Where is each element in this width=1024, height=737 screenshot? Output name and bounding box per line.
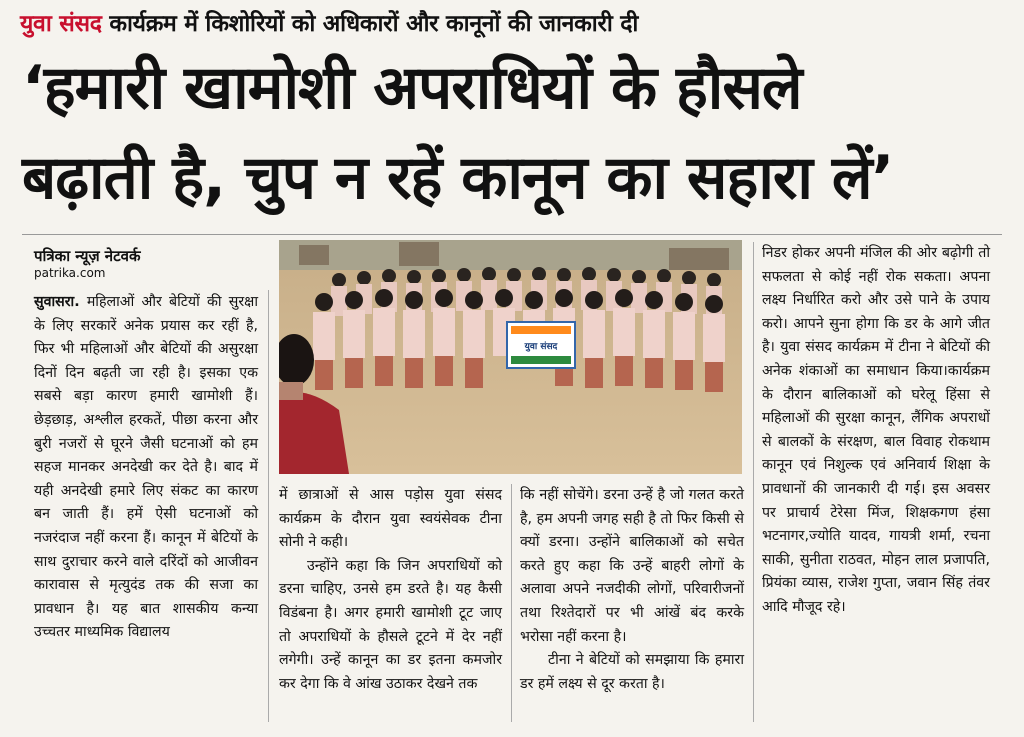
news-photo (279, 240, 742, 474)
column-rule (753, 242, 754, 722)
kicker-text: कार्यक्रम में किशोरियों को अधिकारों और कानूनों की जानकारी दी (109, 11, 639, 37)
byline-site: patrika.com (34, 266, 106, 280)
article-column-2 (279, 484, 502, 696)
column-4-text: निडर होकर अपनी मंजिल की ओर बढ़ोगी तो सफलता से कोई नहीं रोक सकता। अपना लक्ष्य निर्धारित करो और उसे पाने के उपाय करो। आपने सुना होगा कि डर के आगे जीत है। युवा संसद कार्यक्रम में टीना ने बेटियों की अनेक शंकाओं का समाधान किया।कार्यक्रम के दौरान बालिकाओं को घरेलू हिंसा से महिलाओं की सुरक्षा कानून, लैंगिक अपराधों से बालकों के संरक्षण, बाल विवाह रोकथाम कानून एवं निशुल्क एवं अनिवार्य शिक्षा के प्रावधानों की जानकारी दी गई। इस अवसर पर प्राचार्य टेरेसा मिंज, शिक्षकगण हंसा भटनागर,ज्योति यादव, गायत्री शर्मा, रचना साकी, सुनीता राठवत, मोहन लाल प्रजापति, प्रियंका व्यास, राजेश गुप्ता, जवान सिंह तंवर आदि मौजूद रहे। (762, 245, 990, 615)
column-2-paragraph-2: उन्होंने कहा कि जिन अपराधियों को डरना चाहिए, उनसे हम डरते है। यह कैसी विडंबना है। अगर हमारी खामोशी टूट जाए तो अपराधियों के हौसले टूटने में देर नहीं लगेगी। उन्हें कानून का डर इतना कमजोर कर देगा कि वे आंख उठाकर देखने तक (279, 557, 502, 692)
column-rule (511, 484, 512, 722)
article-column-3 (520, 484, 744, 696)
headline-line-1: ‘हमारी खामोशी अपराधियों के हौसले (22, 53, 802, 123)
kicker (20, 6, 638, 38)
column-1-text: महिलाओं और बेटियों की सुरक्षा के लिए सरकारें अनेक प्रयास कर रहीं है, फिर भी महिलाओं और बेटियों की असुरक्षा दिनों दिन बढ़ती जा रही है। इसका एक सबसे बड़ा कारण हमारी खामोशी हैं। छेड़छाड़, अश्लील हरकतें, पीछा करना और बुरी नजरों से घूरने जैसी घटनाओं को हम सहज मानकर अनदेखी कर देते है। बाद में यही अनदेखी हमारे लिए संकट का कारण बन जाती हैं। हमें ऐसी घटनाओं को नजरंदाज नहीं करना हैं। कानून में बेटियों के साथ दुराचार करने वाले दरिंदों को आजीवन कारावास से मृत्युदंड तक की सजा का प्रावधान है। यह बात शासकीय कन्या उच्चतर माध्यमिक विद्यालय (34, 294, 258, 641)
banner-text: युवा संसद (524, 342, 558, 352)
column-3-paragraph-1: कि नहीं सोचेंगे। डरना उन्हें है जो गलत करते है, हम अपनी जगह सही है तो फिर किसी से क्यों डरना। उन्होंने बालिकाओं को सचेत करते हुए कहा कि उन्हें बाहरी लोगों के अलावा अपने नजदीकी लोगों, परिवारीजनों तथा रिश्तेदारों पर भी आंखें बंद करके भरोसा नहीं करना है। (520, 487, 744, 645)
dateline: सुवासरा. (34, 294, 80, 310)
column-2-paragraph-1: में छात्राओं से आस पड़ोस युवा संसद कार्यक्रम के दौरान युवा स्वयंसेवक टीना सोनी ने कही। (279, 487, 502, 551)
kicker-prefix: युवा संसद (20, 11, 102, 37)
byline-agency: पत्रिका न्यूज़ नेटवर्क (34, 247, 141, 265)
article-column-1 (34, 291, 258, 645)
article-column-4 (762, 242, 990, 620)
headline-line-2: बढ़ाती है, चुप न रहें कानून का सहारा लें’ (22, 143, 894, 213)
divider (22, 234, 1002, 235)
photo-students-group (279, 240, 742, 474)
column-3-paragraph-2: टीना ने बेटियों को समझाया कि हमारा डर हमें लक्ष्य से दूर करता है। (520, 652, 744, 692)
column-rule (268, 290, 269, 722)
